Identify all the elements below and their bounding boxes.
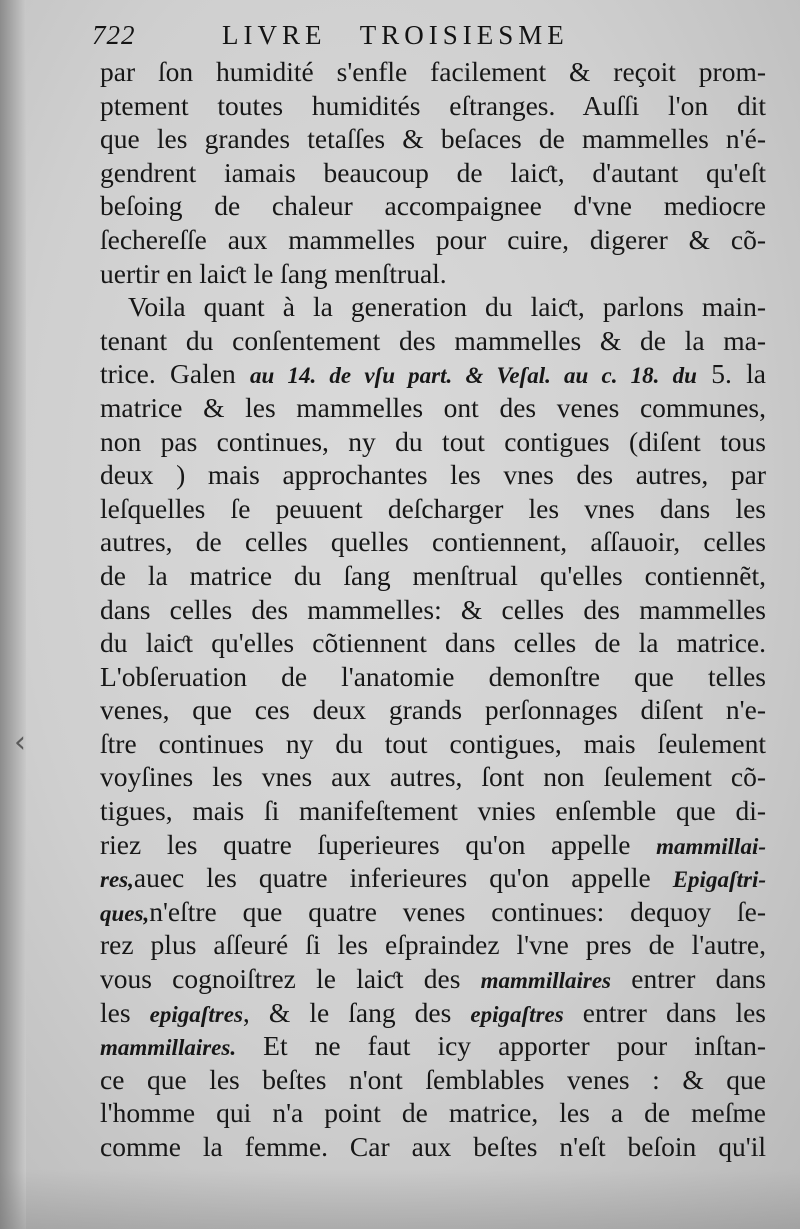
term-italic: epigaſtres [149,1001,243,1027]
page-gutter-shadow [0,0,26,1229]
text-line: Voila quant à la generation du laiƈt, parlons main- [128,291,766,323]
text-line: gendrent iamais beaucoup de laiƈt, d'autant qu'eſt [100,156,766,188]
term-italic: Epigaſtri- [672,867,766,893]
text-line: tigues, mais ſi manifeſtement vnies enſemble que di- [100,795,766,827]
text-line: rez plus aſſeuré ſi les eſpraindez l'vne pres de l'autre, [100,929,766,961]
text-line [100,996,766,1030]
text-line [100,861,766,895]
term-italic: res, [100,867,134,893]
text-line: ce que les beſtes n'ont ſemblables venes : & que [100,1063,766,1095]
text-run: riez les quatre ſuperieures qu'on appelle [100,828,657,860]
citation-italic: au 14. de vſu part. & Veſal. au c. 18. du [250,363,697,389]
text-run: trice. Galen [100,358,251,390]
text-run: entrer dans [611,963,766,995]
text-line: matrice & les mammelles ont des venes communes, [100,391,766,423]
text-line: uertir en laiƈt le ſang menſtrual. [100,257,447,289]
text-line: venes, que ces deux grands perſonnages diſent n'e- [100,694,766,726]
text-line: beſoing de chaleur accompaignee d'vne mediocre [100,190,766,222]
text-line: autres, de celles quelles contiennent, aſſauoir, celles [100,526,766,558]
margin-pen-mark-icon: ‹ [14,725,26,760]
text-run: les [100,996,150,1028]
term-italic: mammillaires [480,968,611,994]
text-line [100,1029,766,1063]
page-header [92,20,660,56]
running-head: LIVRE TROISIESME [222,20,569,50]
text-run: auec les quatre inferieures qu'on appelle [133,862,673,894]
text-line: deux ) mais approchantes les vnes des autres, par [100,459,766,491]
page-bottom-shadow [0,1169,800,1229]
text-line: tenant du conſentement des mammelles & de la ma- [100,324,766,356]
text-line: de la matrice du ſang menſtrual qu'elles contiennẽt, [100,559,766,591]
text-line: dans celles des mammelles: & celles des mammelles [100,593,766,625]
text-line: ſechereſſe aux mammelles pour cuire, digerer & cõ- [100,223,766,255]
text-line: que les grandes tetaſſes & beſaces de mammelles n'é- [100,123,766,155]
term-italic: ques, [100,900,150,926]
text-line: l'homme qui n'a point de matrice, les a de meſme [100,1097,766,1129]
text-line: par ſon humidité s'enfle facilement & reçoit prom- [100,56,766,87]
text-line: voyſines les vnes aux autres, ſont non ſeulement cõ- [100,761,766,793]
text-run: entrer dans les [563,996,766,1028]
text-line [100,357,766,391]
text-line [100,895,766,929]
text-line [100,962,766,996]
term-italic: mammillaires. [100,1035,237,1061]
text-line: comme la femme. Car aux beſtes n'eſt beſoin qu'il [100,1131,766,1162]
text-run: 5. la [696,358,766,390]
text-run: n'eſtre que quatre venes continues: dequoy ſe- [149,895,766,927]
term-italic: epigaſtres [470,1001,564,1027]
text-run: , & le ſang des [242,996,471,1028]
text-line: non pas continues, ny du tout contigues (diſent tous [100,425,766,457]
text-run: vous cognoiſtrez le laiƈt des [100,963,481,995]
text-line: ſtre continues ny du tout contigues, mais ſeulement [100,727,766,759]
body-text [100,55,766,1164]
page-number: 722 [92,20,136,50]
text-line: du laiƈt qu'elles cõtiennent dans celles de la matrice. [100,627,766,659]
text-line: leſquelles ſe peuuent deſcharger les vnes dans les [100,492,766,524]
term-italic: mammillai- [656,833,766,859]
text-line [100,828,766,862]
text-line: ptement toutes humidités eſtranges. Auſſi l'on dit [100,89,766,121]
text-run: Et ne faut icy apporter pour inſtan- [236,1030,766,1062]
text-line: L'obſeruation de l'anatomie demonſtre que telles [100,660,766,692]
